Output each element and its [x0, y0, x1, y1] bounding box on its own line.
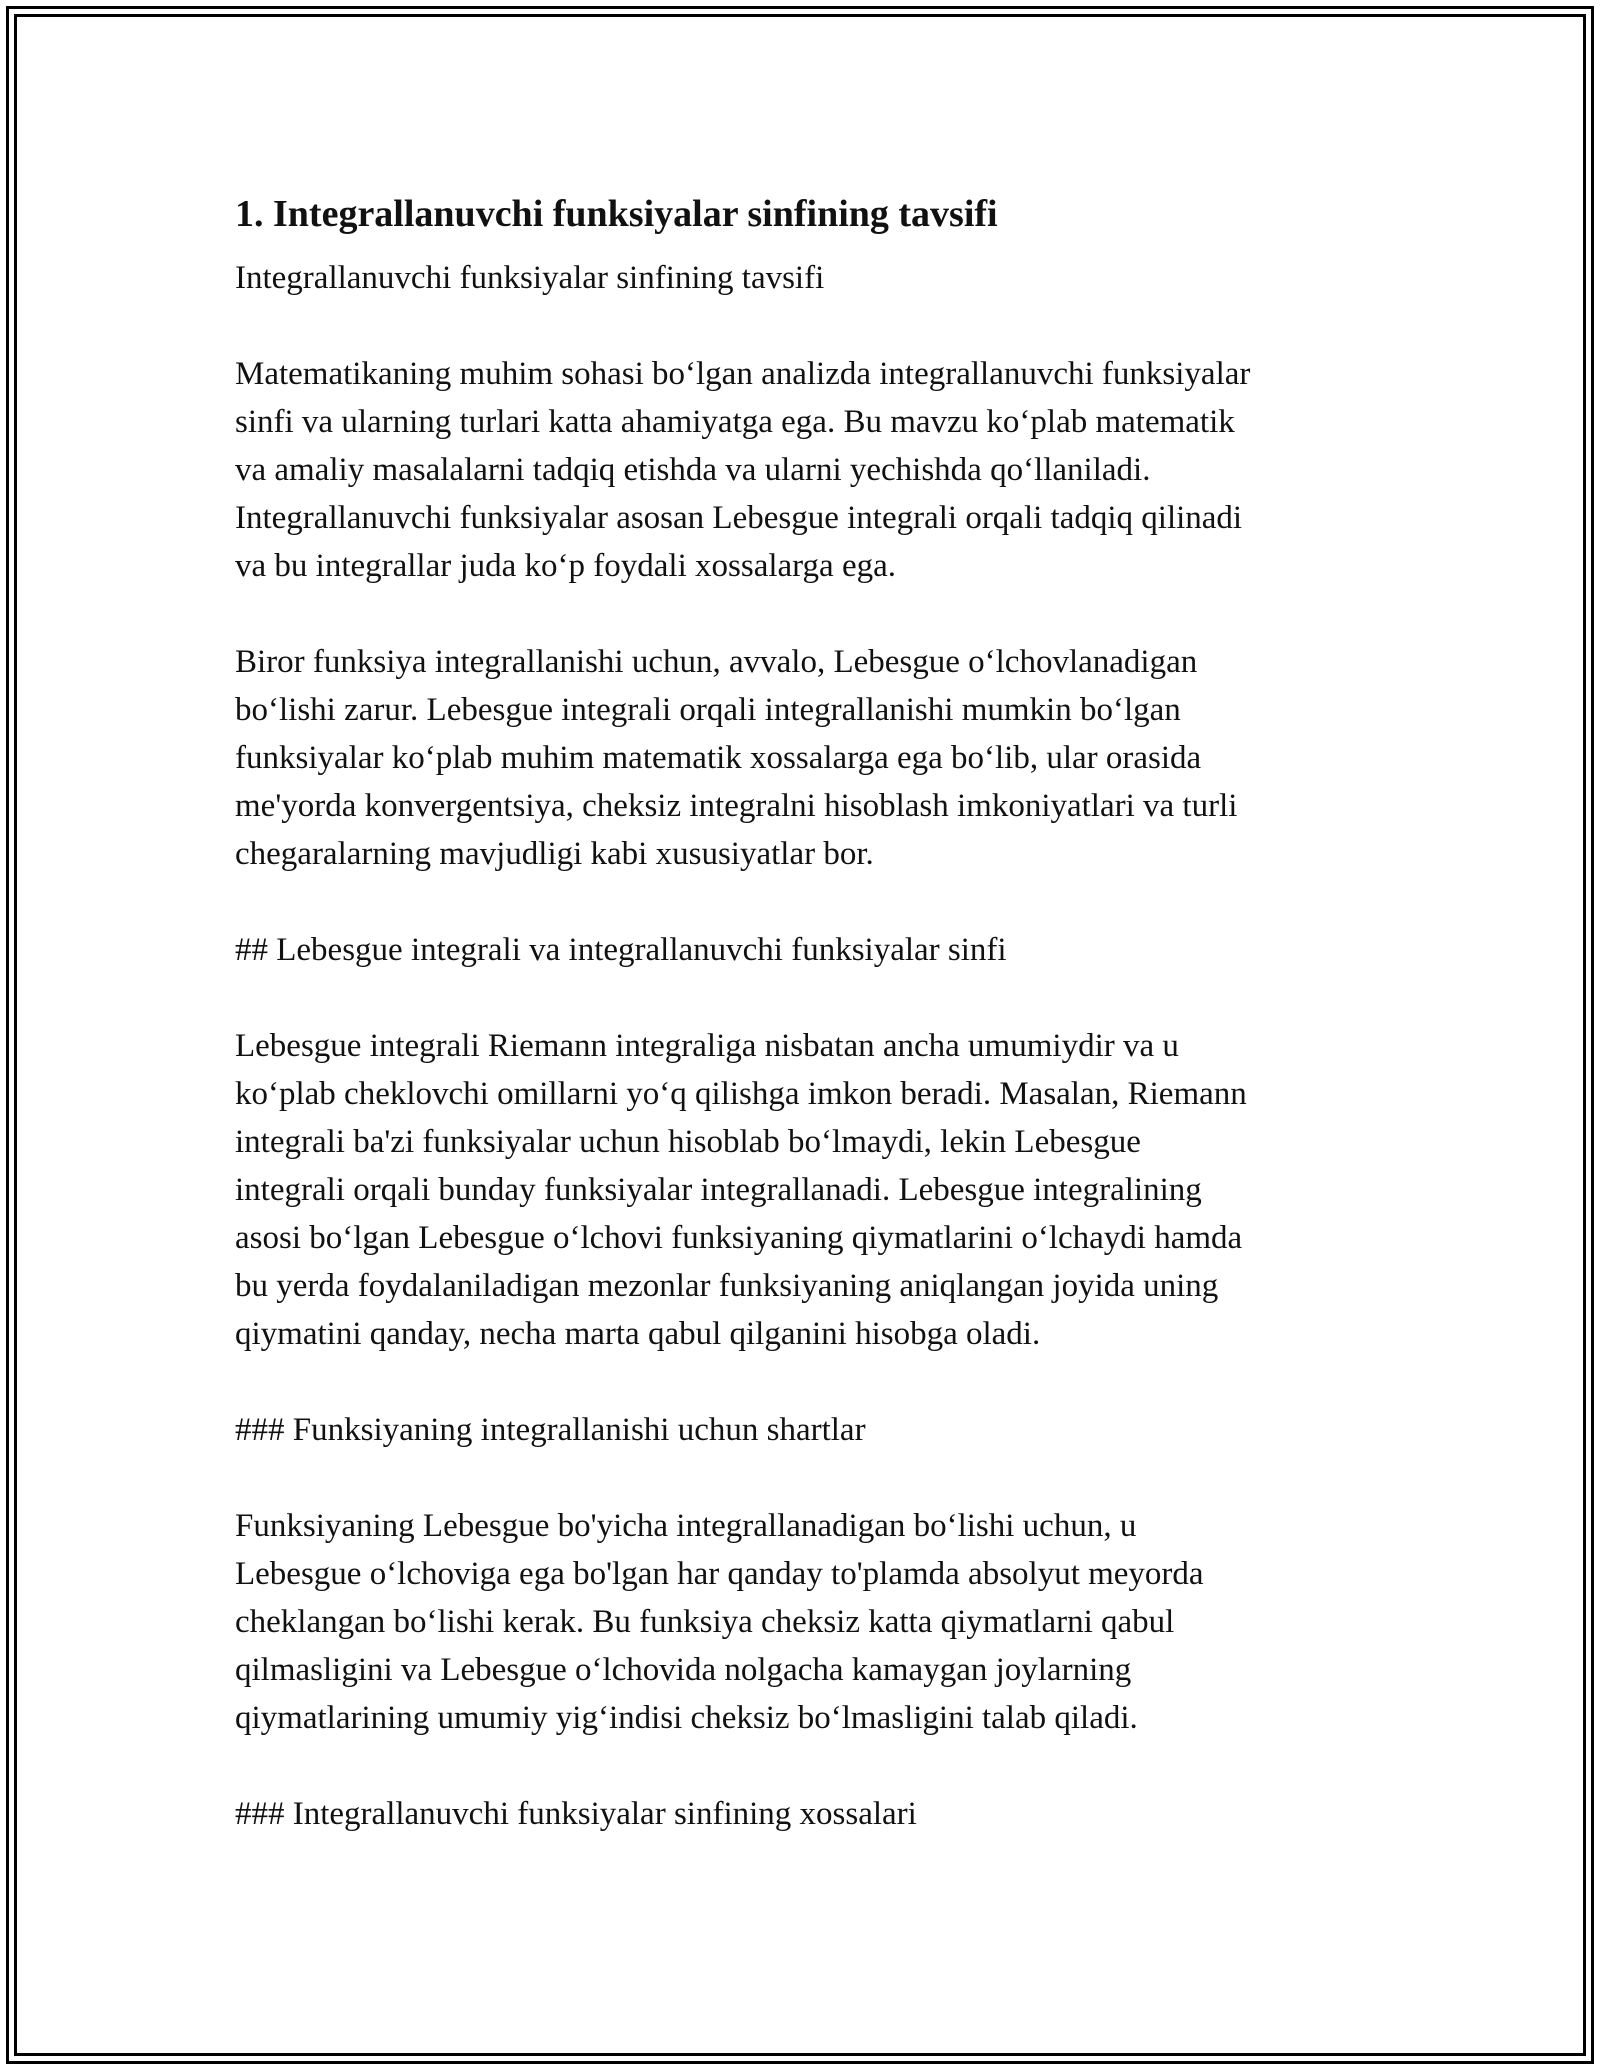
paragraph-line: Matematikaning muhim sohasi bo‘lgan analizda integrallanuvchi funksiyalar: [235, 356, 1251, 392]
paragraph-line: qilmasligini va Lebesgue o‘lchovida nolgacha kamaygan joylarning: [235, 1652, 1132, 1688]
section-heading-properties: ### Integrallanuvchi funksiyalar sinfining xossalari: [235, 1796, 917, 1832]
paragraph-line: va bu integrallar juda ko‘p foydali xossalarga ega.: [235, 548, 896, 584]
paragraph-line: integrali ba'zi funksiyalar uchun hisoblab bo‘lmaydi, lekin Lebesgue: [235, 1124, 1141, 1160]
paragraph-line: asosi bo‘lgan Lebesgue o‘lchovi funksiyaning qiymatlarini o‘lchaydi hamda: [235, 1220, 1243, 1256]
paragraph-line: me'yorda konvergentsiya, cheksiz integralni hisoblash imkoniyatlari va turli: [235, 788, 1238, 824]
paragraph-line: bu yerda foydalaniladigan mezonlar funksiyaning aniqlangan joyida uning: [235, 1268, 1219, 1304]
document-subtitle: [235, 254, 1385, 302]
section-heading-conditions: ### Funksiyaning integrallanishi uchun shartlar: [235, 1412, 866, 1448]
paragraph-line: Funksiyaning Lebesgue bo'yicha integrallanadigan bo‘lishi uchun, u: [235, 1508, 1137, 1544]
paragraph-measurability: [235, 638, 1385, 878]
paragraph-line: qiymatlarining umumiy yig‘indisi cheksiz bo‘lmasligini talab qiladi.: [235, 1700, 1138, 1736]
paragraph-line: chegaralarning mavjudligi kabi xususiyatlar bor.: [235, 836, 874, 872]
paragraph-line: Lebesgue integrali Riemann integraliga nisbatan ancha umumiydir va u: [235, 1028, 1179, 1064]
paragraph-line: sinfi va ularning turlari katta ahamiyatga ega. Bu mavzu ko‘plab matematik: [235, 404, 1235, 440]
paragraph-line: funksiyalar ko‘plab muhim matematik xossalarga ega bo‘lib, ular orasida: [235, 740, 1202, 776]
paragraph-conditions: [235, 1502, 1385, 1742]
paragraph-intro: [235, 350, 1385, 590]
subtitle-line: Integrallanuvchi funksiyalar sinfining tavsifi: [235, 260, 825, 296]
section-heading-lebesgue: ## Lebesgue integrali va integrallanuvchi funksiyalar sinfi: [235, 932, 1007, 968]
paragraph-line: qiymatini qanday, necha marta qabul qilganini hisobga oladi.: [235, 1316, 1041, 1352]
paragraph-line: Integrallanuvchi funksiyalar asosan Lebesgue integrali orqali tadqiq qilinadi: [235, 500, 1243, 536]
document-title: 1. Integrallanuvchi funksiyalar sinfining tavsifi: [235, 193, 998, 235]
paragraph-line: Biror funksiya integrallanishi uchun, avvalo, Lebesgue o‘lchovlanadigan: [235, 644, 1198, 680]
paragraph-line: va amaliy masalalarni tadqiq etishda va ularni yechishda qo‘llaniladi.: [235, 452, 1151, 488]
paragraph-lebesgue-vs-riemann: [235, 1022, 1385, 1358]
paragraph-line: ko‘plab cheklovchi omillarni yo‘q qilishga imkon beradi. Masalan, Riemann: [235, 1076, 1247, 1112]
paragraph-line: Lebesgue o‘lchoviga ega bo'lgan har qanday to'plamda absolyut meyorda: [235, 1556, 1204, 1592]
paragraph-line: integrali orqali bunday funksiyalar integrallanadi. Lebesgue integralining: [235, 1172, 1202, 1208]
document-body: [235, 186, 1385, 1886]
paragraph-line: bo‘lishi zarur. Lebesgue integrali orqali integrallanishi mumkin bo‘lgan: [235, 692, 1181, 728]
paragraph-line: cheklangan bo‘lishi kerak. Bu funksiya cheksiz katta qiymatlarni qabul: [235, 1604, 1175, 1640]
